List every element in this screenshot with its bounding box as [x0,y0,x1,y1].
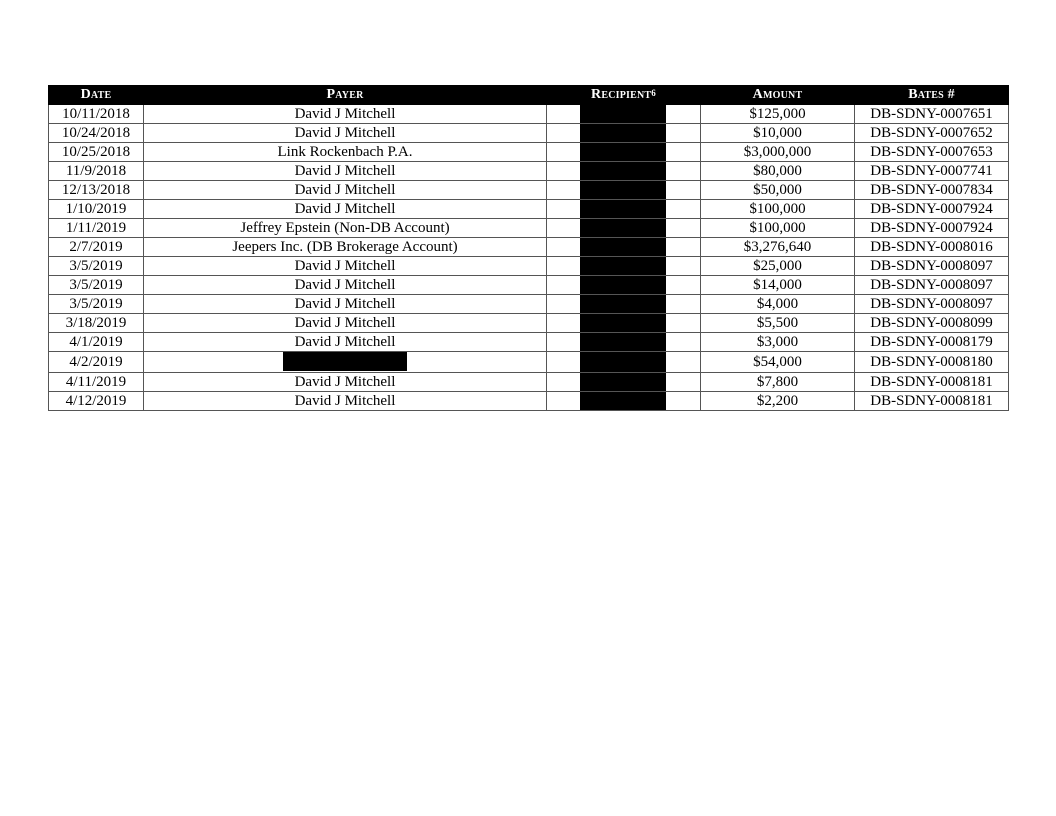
payments-table-container [48,85,1008,411]
redaction-bar [580,143,666,162]
cell-payer: David J Mitchell [144,295,547,314]
cell-date: 3/18/2019 [49,314,144,333]
cell-bates: DB-SDNY-0007653 [855,143,1009,162]
cell-recipient [547,181,701,200]
cell-amount: $25,000 [701,257,855,276]
cell-bates: DB-SDNY-0008099 [855,314,1009,333]
redaction-bar [580,352,666,373]
header-recipient [547,86,701,105]
table-row [49,295,1009,314]
redaction-bar [580,373,666,392]
header-bates: Bates # [855,86,1009,105]
cell-amount: $7,800 [701,373,855,392]
table-row [49,181,1009,200]
cell-recipient [547,238,701,257]
redaction-bar [580,219,666,238]
cell-payer: Jeepers Inc. (DB Brokerage Account) [144,238,547,257]
cell-payer: Link Rockenbach P.A. [144,143,547,162]
redaction-bar [580,276,666,295]
cell-bates: DB-SDNY-0007741 [855,162,1009,181]
table-row [49,143,1009,162]
cell-date: 1/10/2019 [49,200,144,219]
table-row [49,276,1009,295]
redaction-bar [580,200,666,219]
table-row [49,200,1009,219]
cell-amount: $100,000 [701,219,855,238]
redaction-bar [580,333,666,352]
table-row [49,257,1009,276]
cell-recipient [547,333,701,352]
cell-bates: DB-SDNY-0008181 [855,373,1009,392]
cell-amount: $5,500 [701,314,855,333]
cell-payer: David J Mitchell [144,392,547,411]
redaction-bar [580,124,666,143]
cell-bates: DB-SDNY-0008181 [855,392,1009,411]
cell-payer: David J Mitchell [144,162,547,181]
cell-amount: $3,000,000 [701,143,855,162]
table-body [49,105,1009,411]
cell-payer-redacted [144,352,547,373]
redaction-bar [580,314,666,333]
cell-bates: DB-SDNY-0008097 [855,257,1009,276]
table-row [49,352,1009,373]
redaction-bar [580,181,666,200]
cell-recipient [547,257,701,276]
cell-bates: DB-SDNY-0008179 [855,333,1009,352]
redaction-bar [580,392,666,411]
cell-payer: David J Mitchell [144,314,547,333]
table-row [49,105,1009,124]
cell-recipient [547,392,701,411]
cell-payer: David J Mitchell [144,373,547,392]
cell-bates: DB-SDNY-0007834 [855,181,1009,200]
cell-recipient [547,200,701,219]
cell-payer: Jeffrey Epstein (Non-DB Account) [144,219,547,238]
payments-table [48,85,1009,411]
redaction-bar [580,295,666,314]
cell-date: 12/13/2018 [49,181,144,200]
footnote-marker: 6 [651,88,656,98]
cell-bates: DB-SDNY-0008016 [855,238,1009,257]
cell-payer: David J Mitchell [144,276,547,295]
redaction-bar [580,238,666,257]
cell-amount: $10,000 [701,124,855,143]
cell-recipient [547,124,701,143]
cell-bates: DB-SDNY-0008097 [855,276,1009,295]
header-date: Date [49,86,144,105]
table-row [49,314,1009,333]
cell-amount: $2,200 [701,392,855,411]
table-row [49,373,1009,392]
cell-recipient [547,373,701,392]
table-row [49,238,1009,257]
cell-amount: $4,000 [701,295,855,314]
cell-payer: David J Mitchell [144,200,547,219]
cell-amount: $100,000 [701,200,855,219]
redaction-bar [283,352,407,372]
cell-amount: $125,000 [701,105,855,124]
redaction-bar [580,162,666,181]
header-row [49,86,1009,105]
cell-recipient [547,143,701,162]
cell-recipient [547,219,701,238]
cell-recipient [547,276,701,295]
cell-recipient [547,314,701,333]
cell-date: 4/12/2019 [49,392,144,411]
cell-recipient [547,352,701,373]
cell-date: 4/11/2019 [49,373,144,392]
redaction-bar [580,257,666,276]
cell-bates: DB-SDNY-0007651 [855,105,1009,124]
cell-payer: David J Mitchell [144,257,547,276]
cell-date: 2/7/2019 [49,238,144,257]
cell-payer: David J Mitchell [144,124,547,143]
header-recipient-label: Recipient [591,87,652,102]
cell-bates: DB-SDNY-0008097 [855,295,1009,314]
cell-bates: DB-SDNY-0008180 [855,352,1009,373]
cell-recipient [547,162,701,181]
cell-date: 3/5/2019 [49,295,144,314]
cell-date: 10/24/2018 [49,124,144,143]
table-row [49,124,1009,143]
cell-date: 3/5/2019 [49,257,144,276]
table-row [49,162,1009,181]
cell-recipient [547,105,701,124]
cell-bates: DB-SDNY-0007924 [855,200,1009,219]
cell-amount: $3,000 [701,333,855,352]
cell-payer: David J Mitchell [144,333,547,352]
header-amount: Amount [701,86,855,105]
cell-amount: $50,000 [701,181,855,200]
table-header [49,86,1009,105]
table-row [49,333,1009,352]
cell-date: 10/11/2018 [49,105,144,124]
cell-date: 3/5/2019 [49,276,144,295]
cell-payer: David J Mitchell [144,105,547,124]
cell-bates: DB-SDNY-0007924 [855,219,1009,238]
cell-date: 4/2/2019 [49,352,144,373]
table-row [49,219,1009,238]
cell-payer: David J Mitchell [144,181,547,200]
cell-recipient [547,295,701,314]
cell-date: 4/1/2019 [49,333,144,352]
cell-amount: $54,000 [701,352,855,373]
cell-date: 10/25/2018 [49,143,144,162]
header-payer: Payer [144,86,547,105]
cell-bates: DB-SDNY-0007652 [855,124,1009,143]
redaction-bar [580,105,666,124]
cell-date: 11/9/2018 [49,162,144,181]
cell-amount: $14,000 [701,276,855,295]
cell-amount: $80,000 [701,162,855,181]
cell-date: 1/11/2019 [49,219,144,238]
table-row [49,392,1009,411]
cell-amount: $3,276,640 [701,238,855,257]
